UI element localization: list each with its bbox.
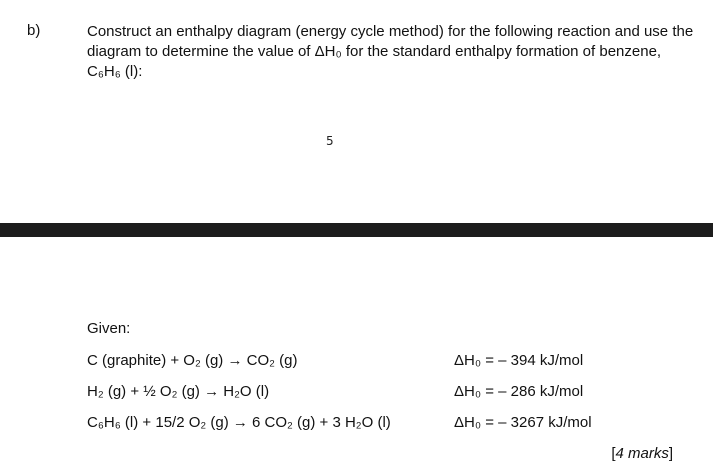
question-label: b) [27, 22, 41, 39]
equation-enthalpy-1: ΔH₀ = – 394 kJ/mol [454, 352, 584, 369]
marks-label [611, 445, 673, 462]
equation-enthalpy-2: ΔH₀ = – 286 kJ/mol [454, 383, 584, 400]
equation-reaction-2: H₂ (g) + ½ O₂ (g) → H₂O (l) [87, 383, 270, 400]
equation-enthalpy-3: ΔH₀ = – 3267 kJ/mol [454, 414, 592, 431]
marks-text: 4 marks [615, 445, 669, 462]
equation-reaction-3: C₆H₆ (l) + 15/2 O₂ (g) → 6 CO₂ (g) + 3 H₂O (l) [87, 414, 391, 431]
page-break-bar [0, 223, 713, 237]
question-text: Construct an enthalpy diagram (energy cycle method) for the following reaction and use the diagram to determine the value of ΔH₀ for the standard enthalpy formation of benzene, C₆H₆ (l): [87, 23, 694, 80]
marks-open-bracket: [ [611, 445, 616, 462]
equation-reaction-1: C (graphite) + O₂ (g) → CO₂ (g) [87, 352, 298, 369]
page-number: 5 [326, 134, 334, 148]
marks-close-bracket: ] [668, 445, 673, 462]
given-heading: Given: [87, 320, 131, 337]
